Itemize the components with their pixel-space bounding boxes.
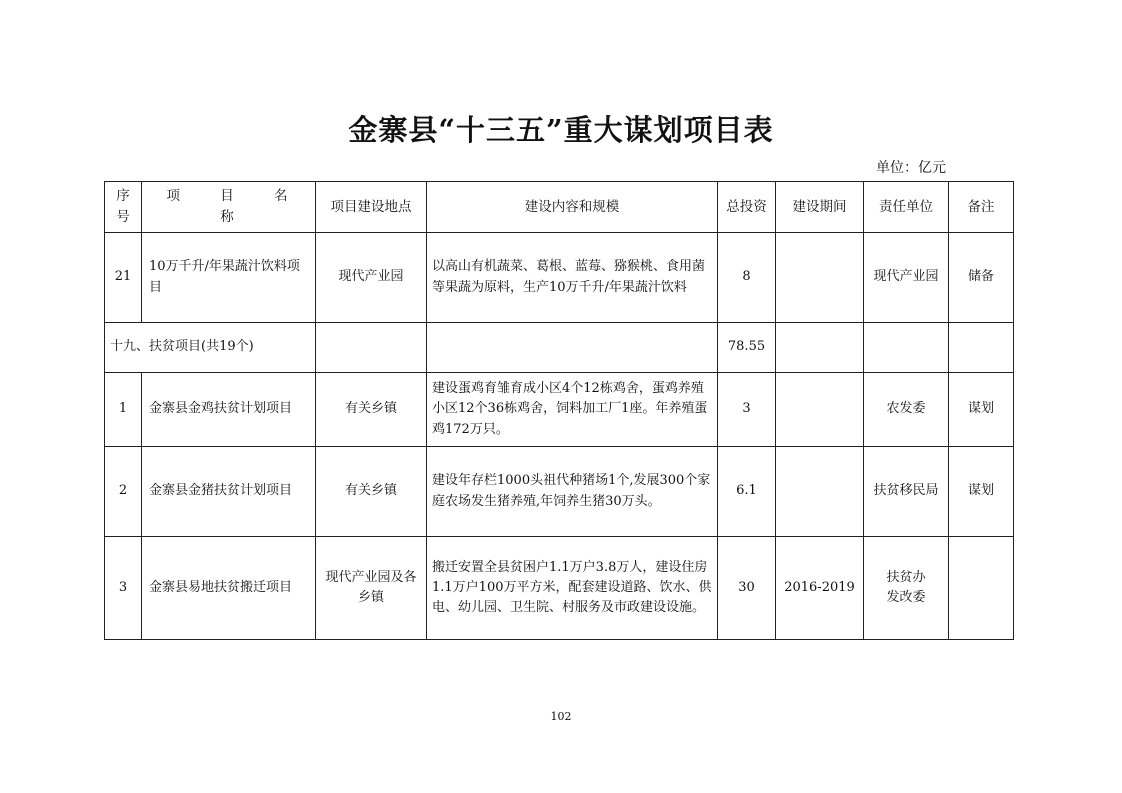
- row-location: 现代产业园: [316, 233, 427, 323]
- row-index: 1: [105, 373, 142, 447]
- row-content: 建设年存栏1000头祖代种猪场1个,发展300个家庭农场发生猪养殖,年饲养生猪30万头。: [427, 447, 718, 537]
- section-content: [427, 323, 718, 373]
- row-investment: 3: [718, 373, 776, 447]
- project-table: [104, 181, 1014, 640]
- row-period: [776, 233, 864, 323]
- header-remark: 备注: [949, 182, 1014, 233]
- header-period: 建设期间: [776, 182, 864, 233]
- header-index: 序号: [105, 182, 142, 233]
- row-responsible: 扶贫办 发改委: [864, 537, 949, 640]
- row-remark: 储备: [949, 233, 1014, 323]
- row-investment: 6.1: [718, 447, 776, 537]
- row-investment: 30: [718, 537, 776, 640]
- section-period: [776, 323, 864, 373]
- section-row: [105, 323, 1014, 373]
- table-header-row: [105, 182, 1014, 233]
- section-label: 十九、扶贫项目(共19个): [105, 323, 316, 373]
- row-content: 搬迁安置全县贫困户1.1万户3.8万人，建设住房1.1万户100万平方米，配套建设道路、饮水、供电、幼儿园、卫生院、村服务及市政建设设施。: [427, 537, 718, 640]
- page-title: 金寨县“十三五”重大谋划项目表: [348, 113, 774, 147]
- section-investment: 78.55: [718, 323, 776, 373]
- table-row: [105, 373, 1014, 447]
- header-content: 建设内容和规模: [427, 182, 718, 233]
- row-name: 金寨县金猪扶贫计划项目: [142, 447, 316, 537]
- row-remark: [949, 537, 1014, 640]
- row-index: 2: [105, 447, 142, 537]
- row-responsible: 农发委: [864, 373, 949, 447]
- row-content: 以高山有机蔬菜、葛根、蓝莓、猕猴桃、食用菌等果蔬为原料，生产10万千升/年果蔬汁饮料: [427, 233, 718, 323]
- row-name: 金寨县易地扶贫搬迁项目: [142, 537, 316, 640]
- row-location: 有关乡镇: [316, 447, 427, 537]
- header-location: 项目建设地点: [316, 182, 427, 233]
- unit-label: 单位：亿元: [876, 160, 946, 176]
- row-responsible: 现代产业园: [864, 233, 949, 323]
- row-name: 10万千升/年果蔬汁饮料项目: [142, 233, 316, 323]
- row-index: 3: [105, 537, 142, 640]
- row-period: [776, 447, 864, 537]
- section-remark: [949, 323, 1014, 373]
- table-row: [105, 537, 1014, 640]
- section-responsible: [864, 323, 949, 373]
- row-period: [776, 373, 864, 447]
- header-investment: 总投资: [718, 182, 776, 233]
- row-name: 金寨县金鸡扶贫计划项目: [142, 373, 316, 447]
- table-row: [105, 233, 1014, 323]
- row-period: 2016-2019: [776, 537, 864, 640]
- section-location: [316, 323, 427, 373]
- row-remark: 谋划: [949, 447, 1014, 537]
- row-location: 现代产业园及各乡镇: [316, 537, 427, 640]
- table-row: [105, 447, 1014, 537]
- row-content: 建设蛋鸡育雏育成小区4个12栋鸡舍，蛋鸡养殖小区12个36栋鸡舍，饲料加工厂1座。年养殖蛋鸡172万只。: [427, 373, 718, 447]
- row-responsible: 扶贫移民局: [864, 447, 949, 537]
- row-remark: 谋划: [949, 373, 1014, 447]
- row-investment: 8: [718, 233, 776, 323]
- header-name: 项 目 名 称: [142, 182, 316, 233]
- header-responsible: 责任单位: [864, 182, 949, 233]
- row-index: 21: [105, 233, 142, 323]
- row-location: 有关乡镇: [316, 373, 427, 447]
- page-number: 102: [550, 710, 572, 723]
